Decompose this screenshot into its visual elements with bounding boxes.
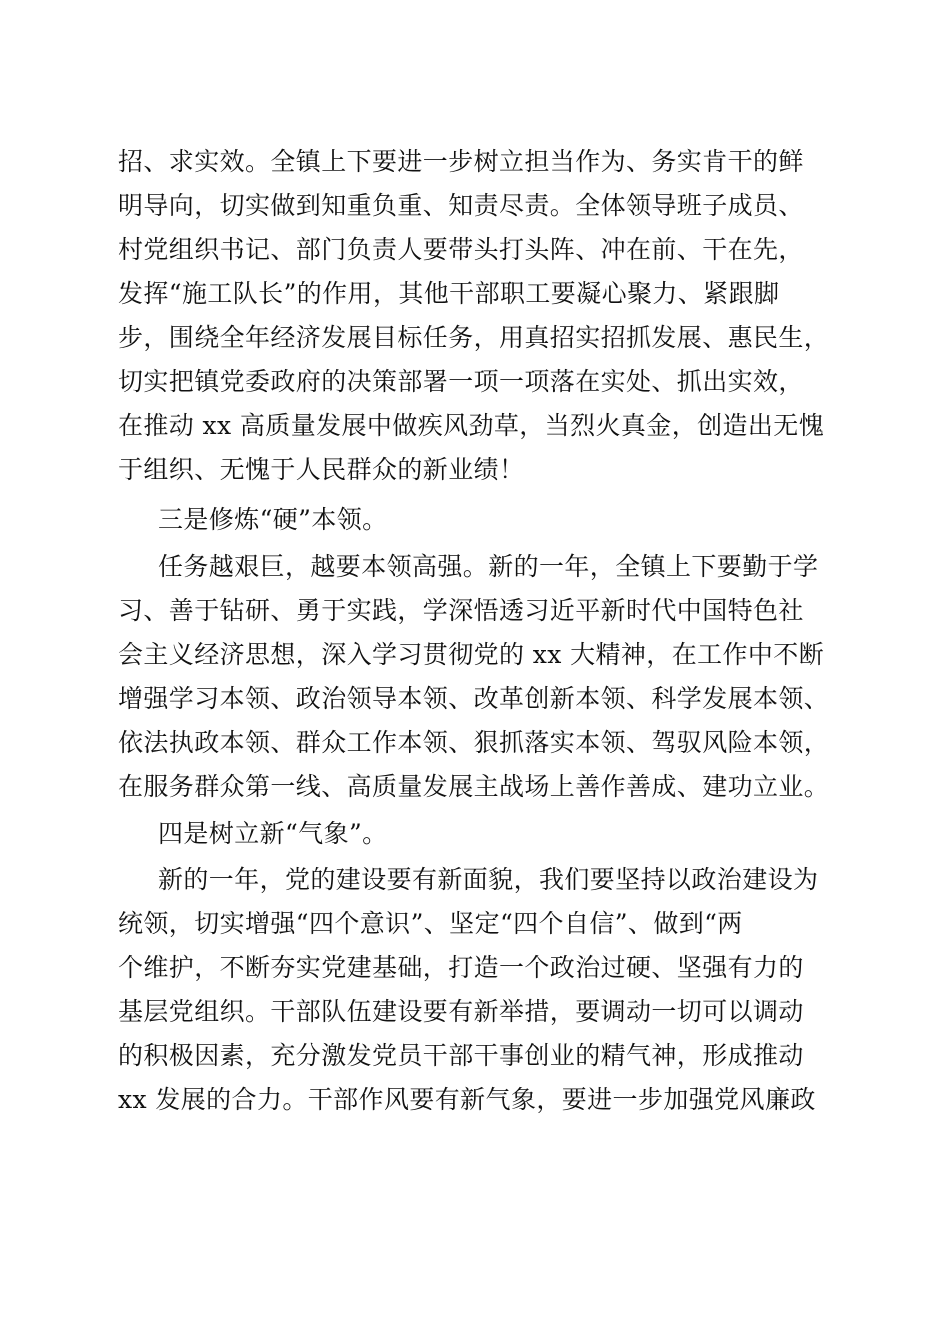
paragraph-line: 在服务群众第一线、高质量发展主战场上善作善成、建功立业。 bbox=[118, 772, 830, 801]
paragraph-line: 依法执政本领、群众工作本领、狠抓落实本领、驾驭风险本领， bbox=[118, 728, 830, 757]
paragraph-line: 会主义经济思想，深入学习贯彻党的 xx 大精神，在工作中不断 bbox=[118, 640, 825, 669]
paragraph-line: 个维护，不断夯实党建基础，打造一个政治过硬、坚强有力的 bbox=[118, 953, 804, 982]
paragraph-line: xx 发展的合力。干部作风要有新气象，要进一步加强党风廉政 bbox=[118, 1085, 816, 1114]
paragraph-line: 发挥“施工队长”的作用，其他干部职工要凝心聚力、紧跟脚 bbox=[118, 279, 780, 308]
paragraph-line: 明导向，切实做到知重负重、知责尽责。全体领导班子成员、 bbox=[118, 191, 804, 220]
paragraph-line: 村党组织书记、部门负责人要带头打头阵、冲在前、干在先， bbox=[118, 235, 804, 264]
paragraph-line: 增强学习本领、政治领导本领、改革创新本领、科学发展本领、 bbox=[118, 684, 830, 713]
paragraph-line: 统领，切实增强“四个意识”、坚定“四个自信”、做到“两 bbox=[118, 909, 743, 938]
paragraph-line: 在推动 xx 高质量发展中做疾风劲草，当烈火真金，创造出无愧 bbox=[118, 411, 825, 440]
paragraph-line: 切实把镇党委政府的决策部署一项一项落在实处、抓出实效， bbox=[118, 367, 804, 396]
paragraph-line: 基层党组织。干部队伍建设要有新举措，要调动一切可以调动 bbox=[118, 997, 804, 1026]
paragraph-line: 任务越艰巨，越要本领高强。新的一年，全镇上下要勤于学 bbox=[158, 552, 819, 581]
section-heading: 四是树立新“气象”。 bbox=[158, 819, 388, 848]
paragraph-line: 招、求实效。全镇上下要进一步树立担当作为、务实肯干的鲜 bbox=[118, 147, 804, 176]
section-heading: 三是修炼“硬”本领。 bbox=[158, 505, 388, 534]
paragraph-line: 习、善于钻研、勇于实践，学深悟透习近平新时代中国特色社 bbox=[118, 596, 804, 625]
paragraph-line: 于组织、无愧于人民群众的新业绩！ bbox=[118, 455, 525, 484]
paragraph-line: 新的一年，党的建设要有新面貌，我们要坚持以政治建设为 bbox=[158, 865, 819, 894]
paragraph-line: 步，围绕全年经济发展目标任务，用真招实招抓发展、惠民生， bbox=[118, 323, 830, 352]
paragraph-line: 的积极因素，充分激发党员干部干事创业的精气神，形成推动 bbox=[118, 1041, 804, 1070]
